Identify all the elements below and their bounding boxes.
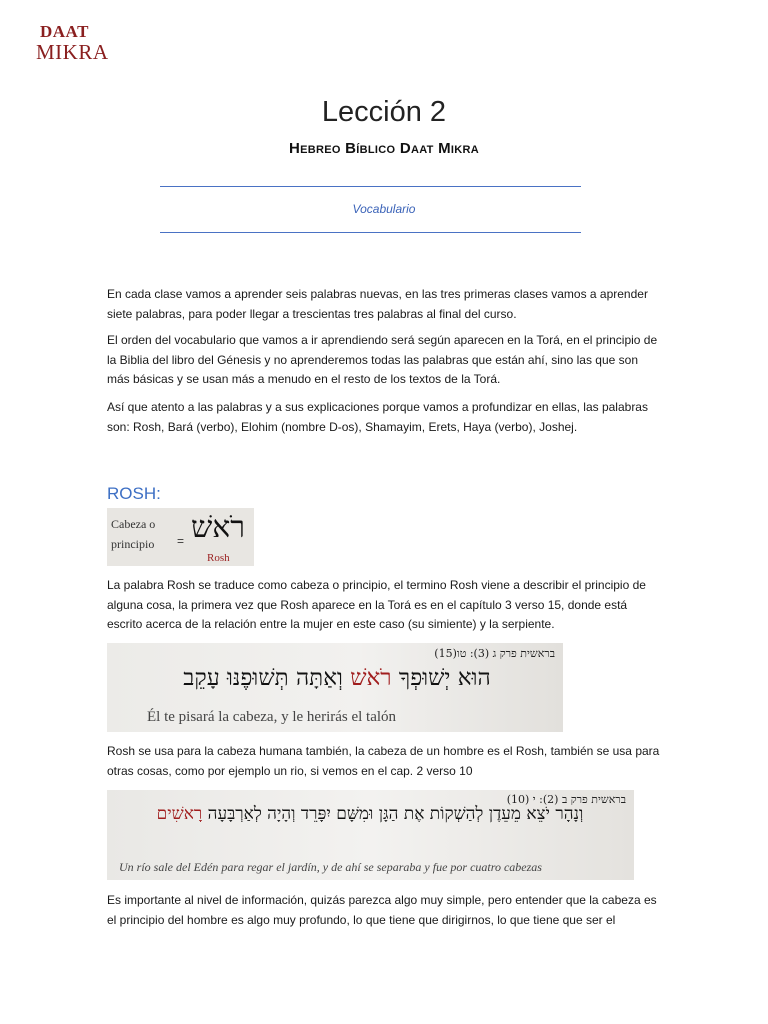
verse1-hebrew-before: הוּא יְשׁוּפְךָ [391, 665, 491, 691]
rosh-card-spanish-line1: Cabeza o [111, 517, 156, 531]
logo-line-1: DAAT [40, 22, 89, 41]
divider-top [160, 186, 581, 187]
rosh-card-spanish-line2: principio [111, 537, 155, 551]
verse1-spanish: Él te pisará la cabeza, y le herirás el talón [147, 709, 397, 725]
daat-mikra-logo [34, 18, 109, 66]
verse2-spanish: Un río sale del Edén para regar el jardín, y de ahí se separaba y fue por cuatro cabezas [119, 860, 542, 874]
verse2-hebrew-before: וְנָהָר יֹצֵא מֵעֵדֶן לְהַשְׁקוֹת אֶת הַגָּן וּמִשָּׁם יִפָּרֵד וְהָיָה לְאַרְבָּעָה [202, 804, 584, 824]
verse-genesis-2-10 [107, 790, 634, 880]
page-title: Lección 2 [321, 96, 447, 128]
rosh-word-card [107, 508, 254, 566]
rosh-paragraph-3: Es importante al nivel de información, quizás parezca algo muy simple, pero entender que la cabeza es el principio del hombre es algo muy profundo, lo que tiene que dirigirnos, lo que tiene que ser el [107, 893, 657, 927]
rosh-card-hebrew: רֹאשׁ [191, 510, 245, 545]
intro-paragraph-2: El orden del vocabulario que vamos a ir aprendiendo será según aparecen en la Torá, en el principio de la Biblia del libro del Génesis y no aprenderemos todas las palabras que están ahí, sino las que son más básicas y se usan más a menudo en el resto de los textos de la Torá. [107, 333, 658, 386]
rosh-card-equals: = [177, 534, 185, 548]
rosh-paragraph-2: Rosh se usa para la cabeza humana también, la cabeza de un hombre es el Rosh, también se usa para otras cosas, como por ejemplo un rio, si vemos en el cap. 2 verso 10 [107, 744, 660, 778]
rosh-heading: ROSH: [107, 484, 161, 503]
rosh-card-spanish [111, 514, 155, 554]
intro-paragraph-3: Así que atento a las palabras y a sus explicaciones porque vamos a profundizar en ellas, las palabras son: Rosh, Bará (verbo), Elohim (nombre D-os), Shamayim, Erets, Haya (verbo), Joshej. [107, 400, 648, 434]
rosh-paragraph-1: La palabra Rosh se traduce como cabeza o principio, el termino Rosh viene a describir el principio de alguna cosa, la primera vez que Rosh aparece en la Torá es en el capítulo 3 verso 15, donde está escrito acerca de la relación entre la mujer en este caso (su simiente) y la serpiente. [107, 578, 646, 631]
section-label: Vocabulario [352, 202, 416, 216]
verse-genesis-3-15 [107, 643, 563, 732]
rosh-card-translit: Rosh [207, 552, 230, 564]
verse2-hebrew-rashim: רָאשִׁים [156, 804, 203, 824]
divider-bottom [160, 232, 581, 233]
verse2-reference: בראשית פרק ב (2): י (10) [506, 793, 626, 806]
verse1-reference: בראשית פרק ג (3): טו(15) [434, 647, 555, 660]
verse2-hebrew [115, 804, 625, 825]
verse1-hebrew [117, 665, 557, 691]
verse1-hebrew-after: וְאַתָּה תְּשׁוּפֶנּוּ עָקֵב [183, 665, 351, 691]
verse1-hebrew-rosh: רֹאשׁ [350, 665, 392, 691]
intro-paragraph-1: En cada clase vamos a aprender seis palabras nuevas, en las tres primeras clases vamos a aprender siete palabras, para poder llegar a trescientas tres palabras al final del curso. [107, 287, 648, 321]
logo-line-2: MIKRA [36, 40, 109, 64]
page-subtitle: Hebreo Bíblico Daat Mikra [288, 140, 480, 157]
